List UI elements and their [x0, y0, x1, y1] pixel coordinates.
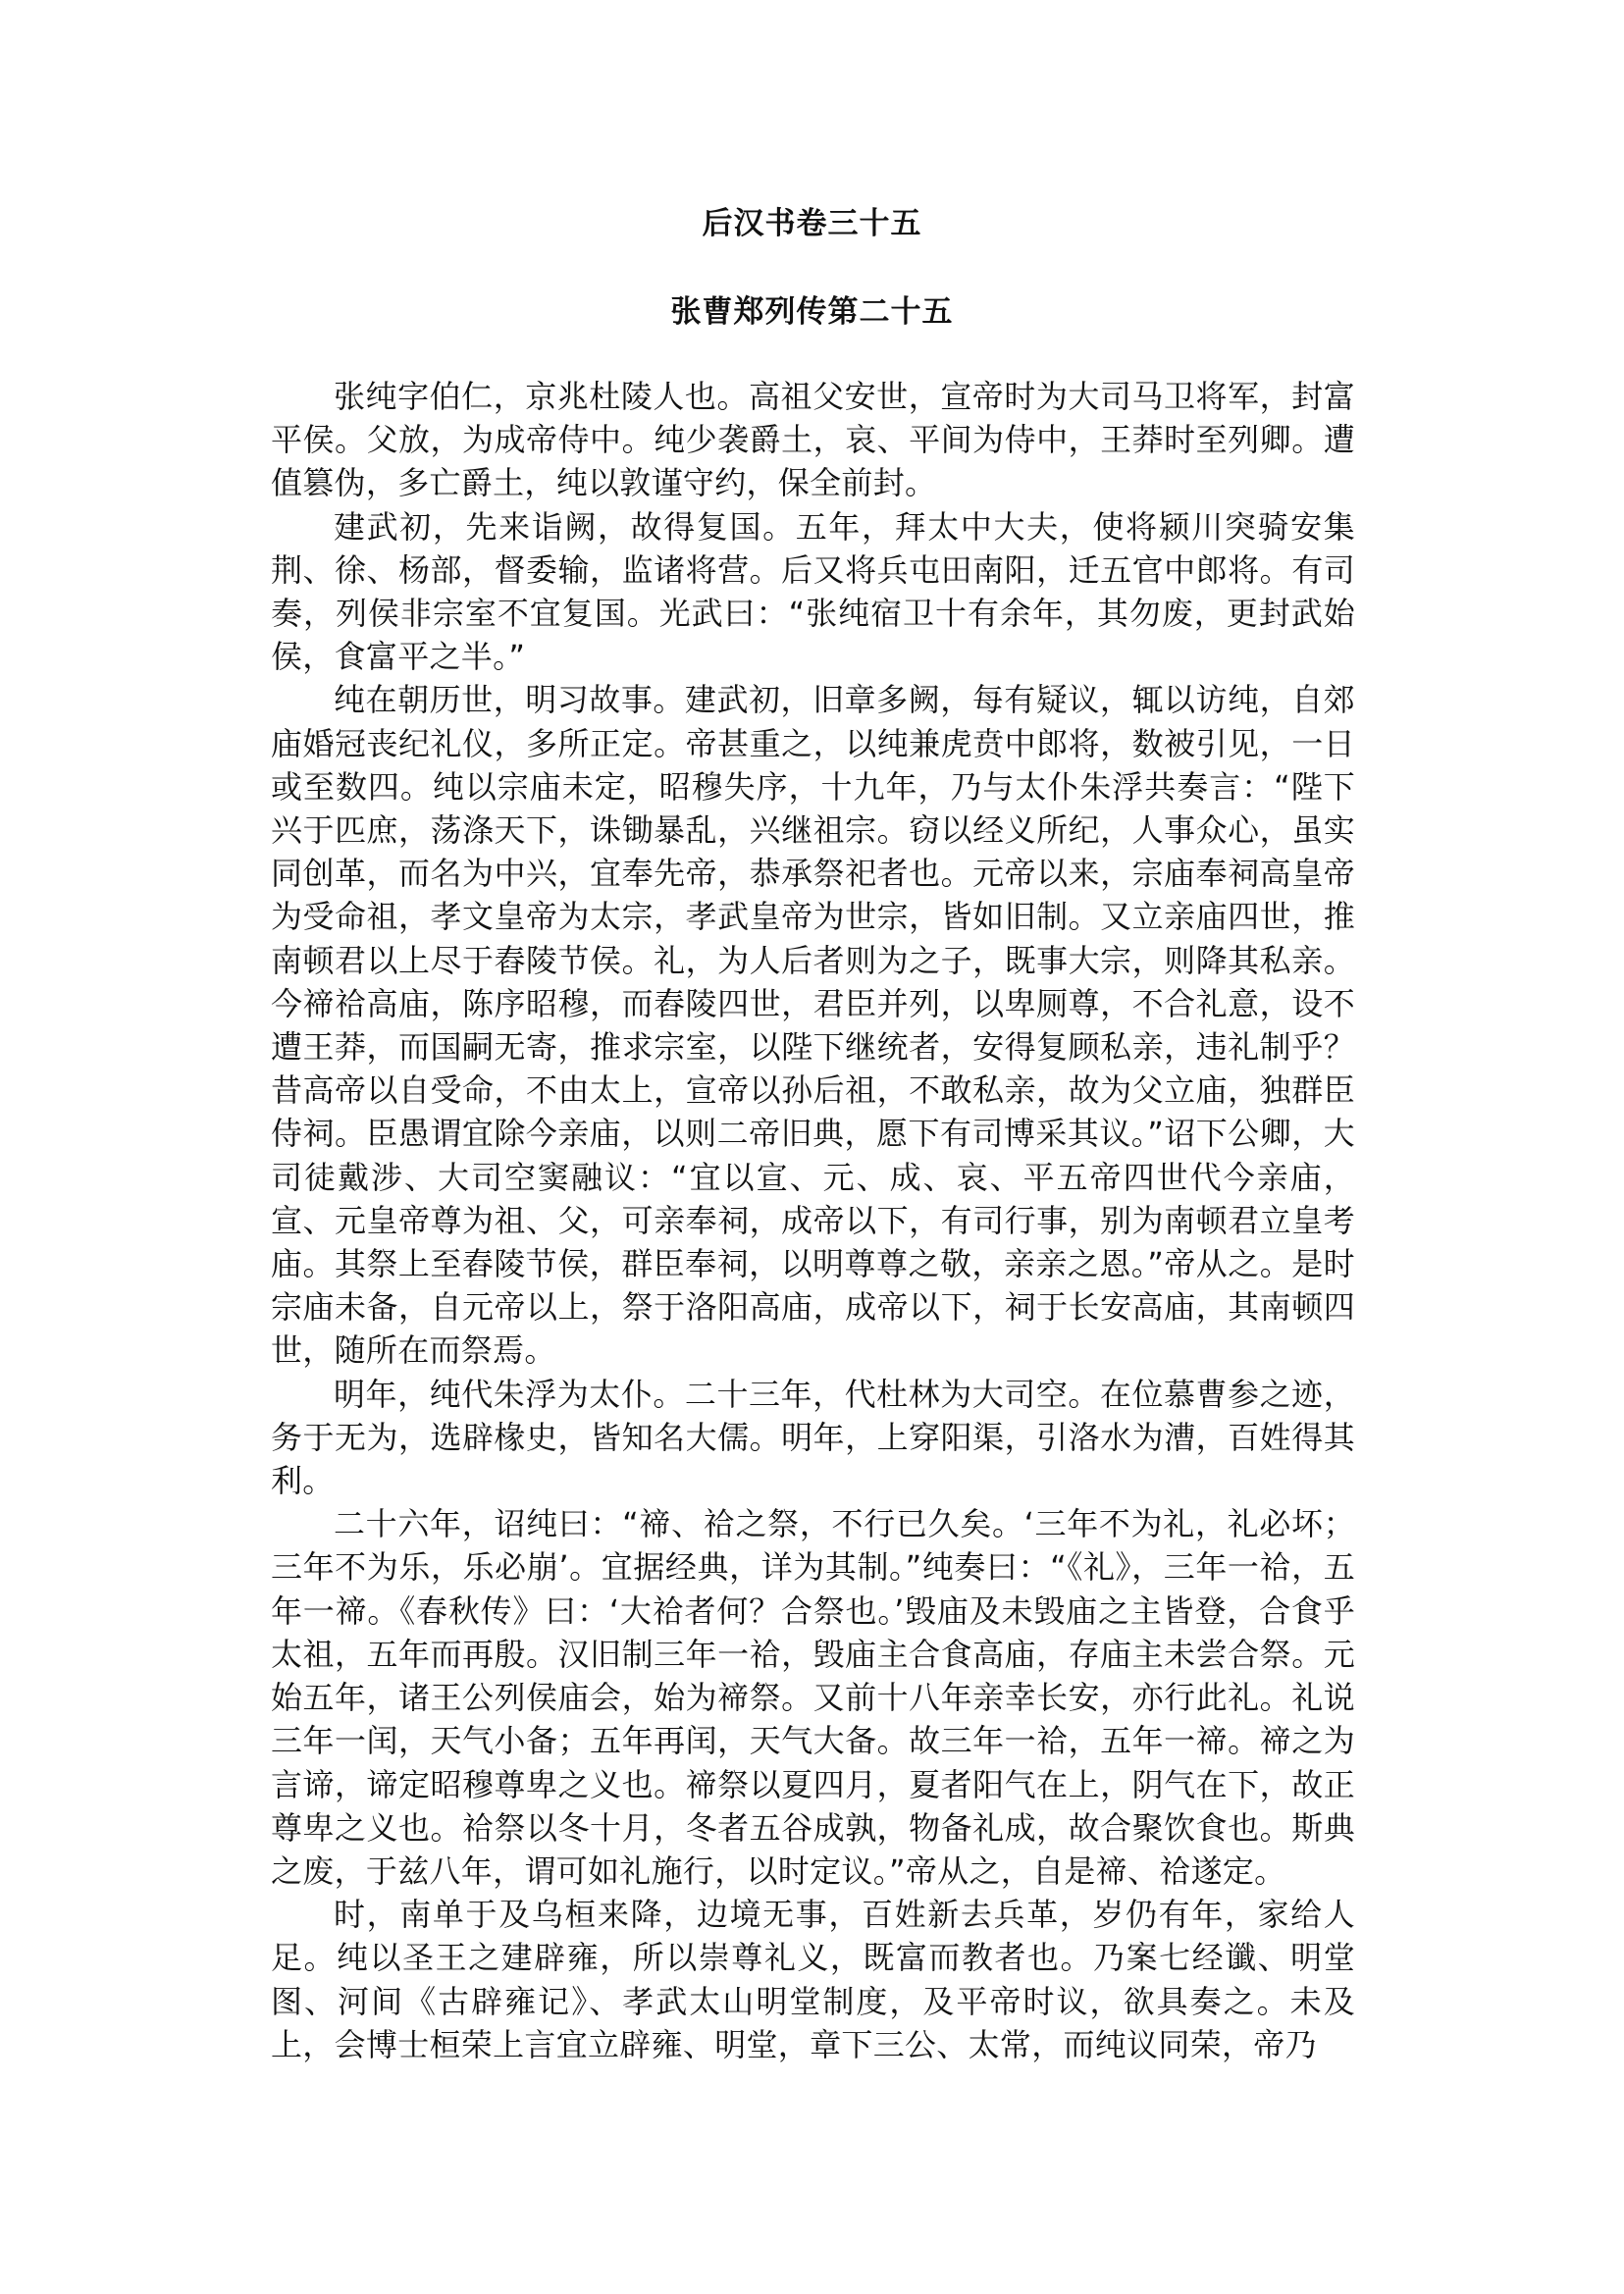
paragraph: 时，南单于及乌桓来降，边境无事，百姓新去兵革，岁仍有年，家给人足。纯以圣王之建辟雍，所以崇尊礼义，既富而教者也。乃案七经谶、明堂图、河间《古辟雍记》、孝武太山明堂制度，及平帝时议，欲具奏之。未及上，会博士桓荣上言宜立辟雍、明堂，章下三公、太常，而纯议同荣，帝乃 — [271, 1896, 1355, 2063]
paragraph: 明年，纯代朱浮为太仆。二十三年，代杜林为大司空。在位慕曹参之迹，务于无为，选辟椽史，皆知名大儒。明年，上穿阳渠，引洛水为漕，百姓得其利。 — [271, 1375, 1355, 1500]
body-text — [271, 375, 1355, 2066]
book-title: 后汉书卷三十五 — [702, 206, 922, 241]
paragraph: 建武初，先来诣阙，故得复国。五年，拜太中大夫，使将颍川突骑安集荆、徐、杨部，督委输，监诸将营。后又将兵屯田南阳，迁五官中郎将。有司奏，列侯非宗室不宜复国。光武曰：“张纯宿卫十有余年，其勿废，更封武始侯，食富平之半。” — [271, 507, 1355, 676]
paragraph: 二十六年，诏纯曰：“禘、祫之祭，不行已久矣。‘三年不为礼，礼必坏；三年不为乐，乐必崩’。宜据经典，详为其制。”纯奏曰：“《礼》，三年一祫，五年一禘。《春秋传》曰：‘大祫者何？合祭也。’毁庙及未毁庙之主皆登，合食乎太祖，五年而再殷。汉旧制三年一祫，毁庙主合食高庙，存庙主未尝合祭。元始五年，诸王公列侯庙会，始为禘祭。又前十八年亲幸长安，亦行此礼。礼说三年一闰，天气小备；五年再闰，天气大备。故三年一祫，五年一禘。禘之为言谛，谛定昭穆尊卑之义也。禘祭以夏四月，夏者阳气在上，阴气在下，故正尊卑之义也。祫祭以冬十月，冬者五谷成孰，物备礼成，故合聚饮食也。斯典之废，于兹八年，谓可如礼施行，以时定议。”帝从之，自是禘、祫遂定。 — [271, 1505, 1355, 1890]
chapter-title: 张曹郑列传第二十五 — [670, 294, 954, 330]
paragraph: 纯在朝历世，明习故事。建武初，旧章多阙，每有疑议，辄以访纯，自郊庙婚冠丧纪礼仪，多所正定。帝甚重之，以纯兼虎贲中郎将，数被引见，一日或至数四。纯以宗庙未定，昭穆失序，十九年，乃与太仆朱浮共奏言：“陛下兴于匹庶，荡涤天下，诛锄暴乱，兴继祖宗。窃以经义所纪，人事众心，虽实同创革，而名为中兴，宜奉先帝，恭承祭祀者也。元帝以来，宗庙奉祠高皇帝为受命祖，孝文皇帝为太宗，孝武皇帝为世宗，皆如旧制。又立亲庙四世，推南顿君以上尽于舂陵节侯。礼，为人后者则为之子，既事大宗，则降其私亲。今禘祫高庙，陈序昭穆，而舂陵四世，君臣并列，以卑厕尊，不合礼意，设不遭王莽，而国嗣无寄，推求宗室，以陛下继统者，安得复顾私亲，违礼制乎？昔高帝以自受命，不由太上，宣帝以孙后祖，不敢私亲，故为父立庙，独群臣侍祠。臣愚谓宜除今亲庙，以则二帝旧典，愿下有司博采其议。”诏下公卿，大司徒戴涉、大司空窦融议：“宜以宣、元、成、哀、平五帝四世代今亲庙，宣、元皇帝尊为祖、父，可亲奉祠，成帝以下，有司行事，别为南顿君立皇考庙。其祭上至舂陵节侯，群臣奉祠，以明尊尊之敬，亲亲之恩。”帝从之。是时宗庙未备，自元帝以上，祭于洛阳高庙，成帝以下，祠于长安高庙，其南顿四世，随所在而祭焉。 — [271, 681, 1355, 1370]
paragraph: 张纯字伯仁，京兆杜陵人也。高祖父安世，宣帝时为大司马卫将军，封富平侯。父放，为成帝侍中。纯少袭爵土，哀、平间为侍中，王莽时至列卿。遭值篡伪，多亡爵土，纯以敦谨守约，保全前封。 — [271, 378, 1355, 502]
